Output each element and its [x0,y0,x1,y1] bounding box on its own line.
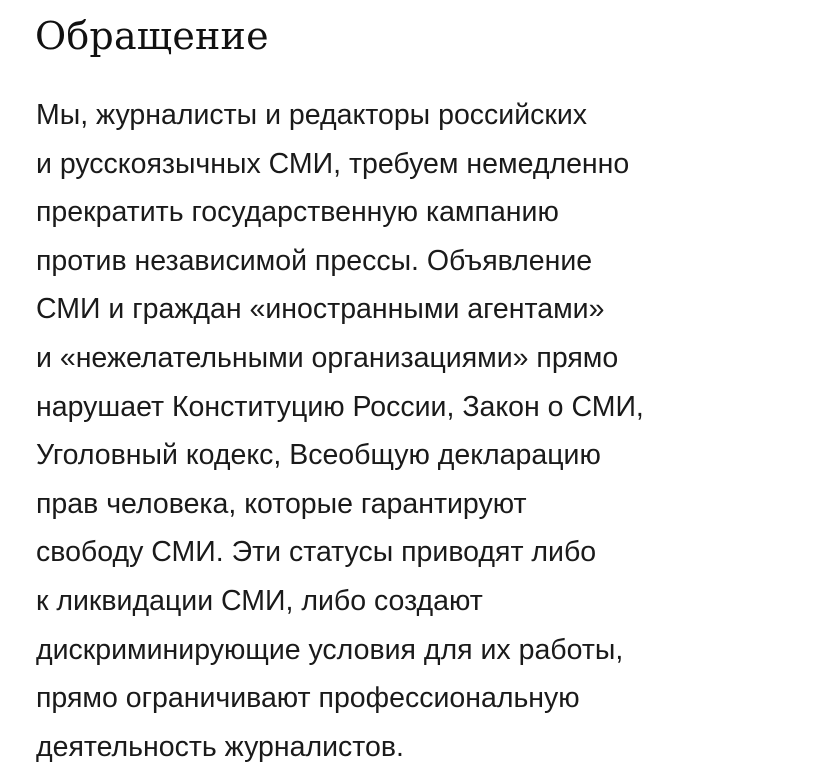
article-body-line: Мы, журналисты и редакторы российских [36,99,588,131]
article-body-line: деятельность журналистов. [36,730,404,763]
article-body-line: прав человека, которые гарантируют [36,487,527,520]
article-body-line: нарушает Конституцию России, Закон о СМИ, [36,390,644,423]
article-body-line: против независимой прессы. Объявление [36,244,593,277]
article-body-line: прямо ограничивают профессиональную [36,682,580,715]
article-body [36,91,644,771]
article-body-line: дискриминирующие условия для их работы, [36,633,624,666]
article-body-line: свободу СМИ. Эти статусы приводят либо [36,536,597,569]
article-body-line: прекратить государственную кампанию [36,196,559,229]
article-body-line: СМИ и граждан «иностранными агентами» [36,293,605,326]
article-body-line: и русскоязычных СМИ, требуем немедленно [36,147,630,180]
article-body-line: и «нежелательными организациями» прямо [36,341,619,374]
article-title: Обращение [35,14,269,58]
article-body-line: к ликвидации СМИ, либо создают [36,584,483,617]
article-body-line: Уголовный кодекс, Всеобщую декларацию [36,439,601,472]
